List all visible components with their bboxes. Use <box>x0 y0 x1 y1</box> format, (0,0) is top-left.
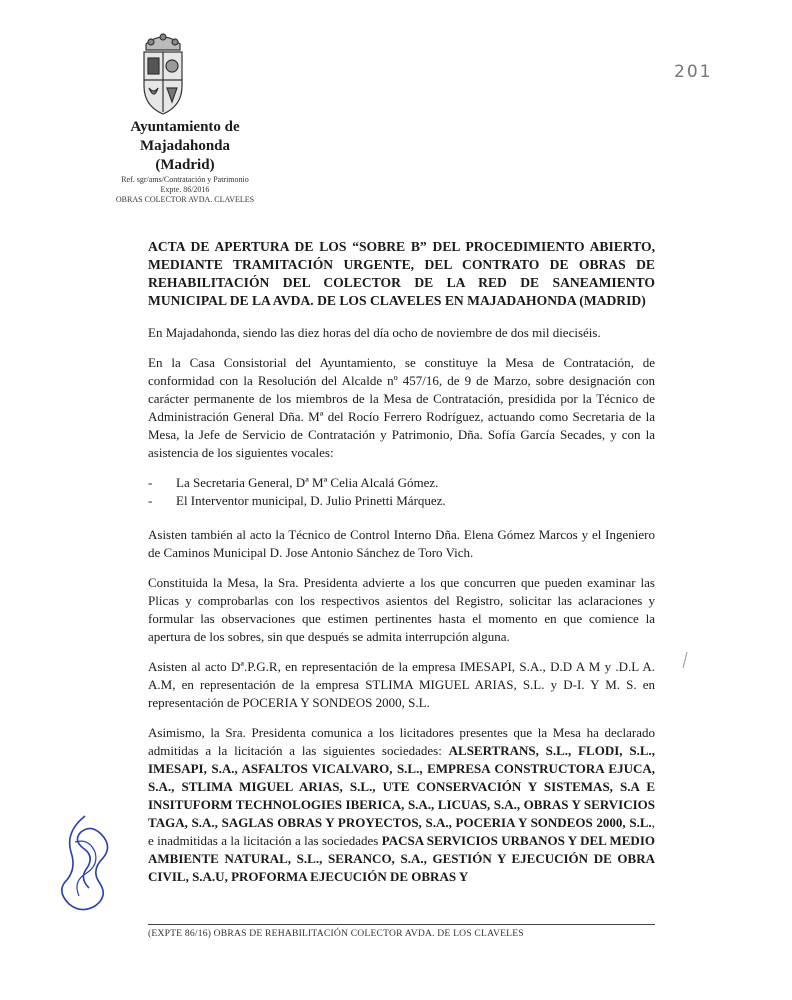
paragraph-admissions <box>148 724 655 886</box>
town-line-1: Ayuntamiento de <box>130 119 240 135</box>
admissions-intro: Asimismo, la Sra. Presidenta comunica a los licitadores presentes que la Mesa ha declarado admitidas a la licitación a las siguientes sociedades: <box>148 725 655 758</box>
list-item: - El Interventor municipal, D. Julio Prinetti Márquez. <box>148 492 655 510</box>
town-line-3: (Madrid) <box>155 157 215 173</box>
municipality-header <box>60 118 310 205</box>
paragraph-date: En Majadahonda, siendo las diez horas del día ocho de noviembre de dos mil dieciséis. <box>148 325 601 340</box>
paragraph-constitution: En la Casa Consistorial del Ayuntamiento, se constituye la Mesa de Contratación, de conformidad con la Resolución del Alcalde nº 457/16, de 9 de Marzo, sobre designación con carácter permanente de los miembros de la Mesa de Contratación, presidida por la Técnico de Administración General Dña. Mª del Rocío Ferrero Rodríguez, actuando como Secretaria de la Mesa, la Jefe de Servicio de Contratación y Patrimonio, Dña. Sofía García Secades, y con la asistencia de los siguientes vocales: <box>148 355 655 460</box>
document-title: ACTA DE APERTURA DE LOS “SOBRE B” DEL PROCEDIMIENTO ABIERTO, MEDIANTE TRAMITACIÓN URGENTE, DEL CONTRATO DE OBRAS DE REHABILITACIÓN DEL COLECTOR DE LA RED DE SANEAMIENTO MUNICIPAL DE LA AVDA. DE LOS CLAVELES EN MAJADAHONDA (MADRID) <box>148 239 655 308</box>
vocales-list <box>148 474 655 510</box>
paragraph-representatives: Asisten al acto Dª.P.G.R, en representación de la empresa IMESAPI, S.A., D.D A M y .D.L A. A.M, en representación de la empresa STLIMA MIGUEL ARIAS, S.L. y D-I. Y M. S. en representación de POCERIA Y SONDEOS 2000, S.L. <box>148 659 655 710</box>
page-number: 201 <box>674 62 713 82</box>
reference-line-3: OBRAS COLECTOR AVDA. CLAVELES <box>115 195 255 204</box>
reference-line-1: Ref. sgr/ams/Contratación y Patrimonio <box>121 175 249 184</box>
paragraph-procedure: Constituida la Mesa, la Sra. Presidenta advierte a los que concurren que pueden examinar las Plicas y comprobarlas con los respectivos asientos del Registro, solicitar las aclaraciones y formular las observaciones que estimen pertinentes hasta el momento en que comience la apertura de los sobres, sin que después se admita interrupción alguna. <box>148 575 655 644</box>
coat-of-arms-icon <box>136 30 190 116</box>
town-line-2: Majadahonda <box>139 138 231 154</box>
paragraph-attendees: Asisten también al acto la Técnico de Control Interno Dña. Elena Gómez Marcos y el Ingeniero de Caminos Municipal D. Jose Antonio Sánchez de Toro Vich. <box>148 527 655 560</box>
margin-mark-icon <box>680 650 690 670</box>
list-item: - La Secretaria General, Dª Mª Celia Alcalá Gómez. <box>148 474 655 492</box>
rejected-companies: PACSA SERVICIOS URBANOS Y DEL MEDIO AMBIENTE NATURAL, S.L., SERANCO, S.A., GESTIÓN Y EJECUCIÓN DE OBRA CIVIL, S.A.U, PROFORMA EJECUCIÓN DE OBRAS Y <box>148 833 655 884</box>
reference-line-2: Expte. 86/2016 <box>160 185 210 194</box>
signature-scribble-icon <box>55 812 115 917</box>
admissions-middle: , e inadmitidas a la licitación a las sociedades <box>148 815 655 848</box>
page-footer: (EXPTE 86/16) OBRAS DE REHABILITACIÓN COLECTOR AVDA. DE LOS CLAVELES <box>148 924 655 939</box>
document-body <box>148 238 655 898</box>
admitted-companies: ALSERTRANS, S.L., FLODI, S.L., IMESAPI, S.A., ASFALTOS VICALVARO, S.L., EMPRESA CONSTRUCTORA EJUCA, S.A., STLIMA MIGUEL ARIAS, S.L., UTE CONSERVACIÓN Y SISTEMAS, S.A E INSITUFORM TECHNOLOGIES IBERICA, S.A., LICUAS, S.A., OBRAS Y SERVICIOS TAGA, S.A., SAGLAS OBRAS Y PROYECTOS, S.A., POCERIA Y SONDEOS 2000, S.L. <box>148 743 655 830</box>
